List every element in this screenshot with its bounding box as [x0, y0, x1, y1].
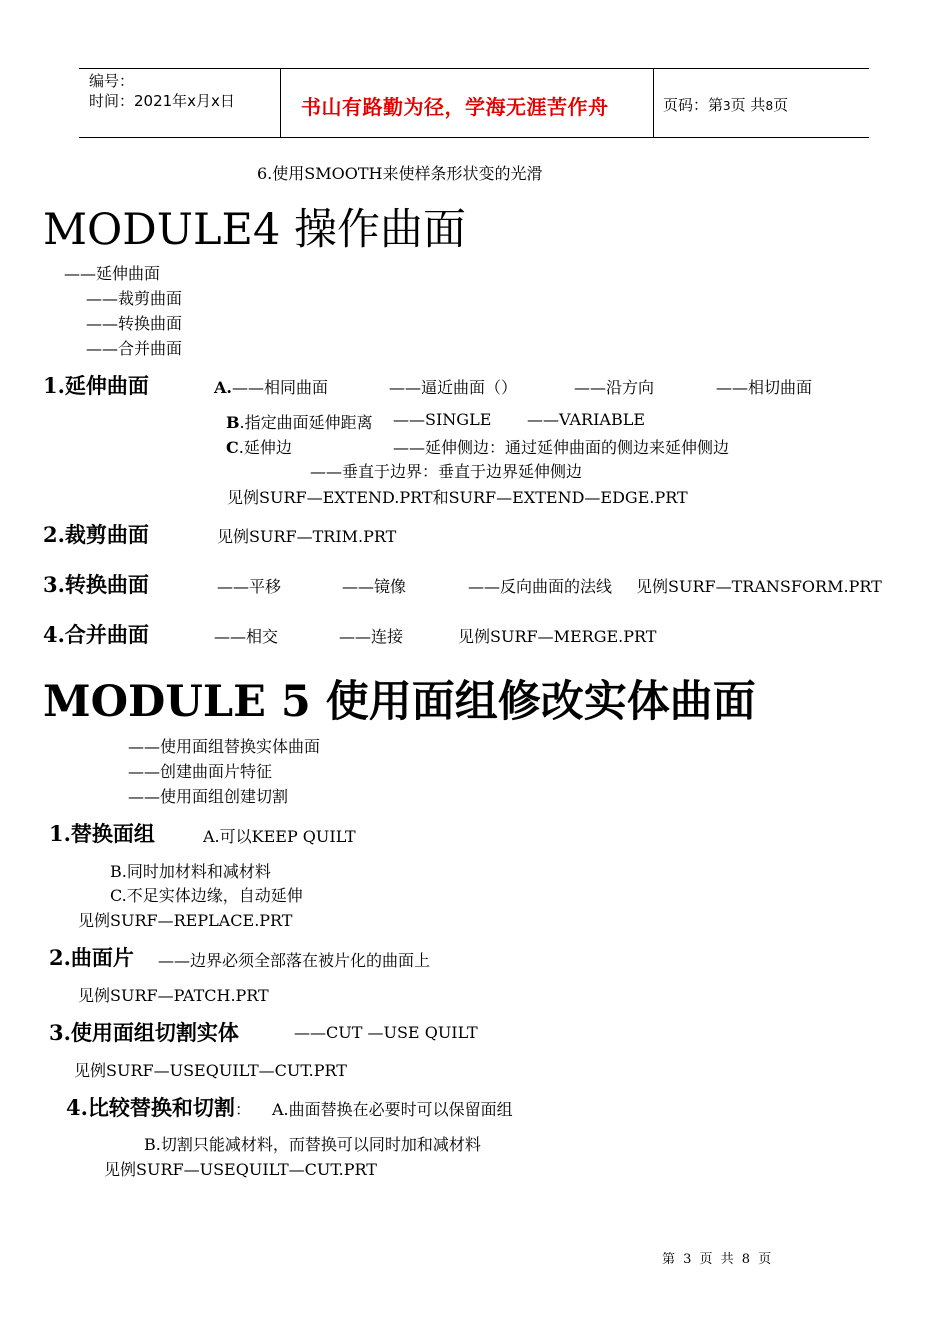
option-item: ——镜像: [342, 577, 407, 596]
option-b-text: .指定曲面延伸距离: [239, 413, 373, 432]
option-item: ——相切曲面: [716, 378, 813, 397]
module5-item: ——使用面组替换实体曲面: [128, 737, 321, 756]
module4-item: ——转换曲面: [86, 314, 183, 333]
module4-title: MODULE4 操作曲面: [43, 205, 466, 255]
page-current: 3: [723, 99, 731, 113]
page-end: 页: [773, 96, 789, 114]
option-item: B.同时加材料和减材料: [110, 862, 271, 881]
option-item: C.不足实体边缘，自动延伸: [110, 886, 303, 905]
module4-item: ——合并曲面: [86, 339, 183, 358]
number-label: 编号：: [89, 72, 135, 90]
option-item: A.曲面替换在必要时可以保留面组: [272, 1100, 513, 1119]
option-c-text: .延伸边: [238, 438, 292, 457]
option-item: B.切割只能减材料，而替换可以同时加和减材料: [144, 1135, 481, 1154]
option-b: [226, 410, 373, 433]
section-title-text: 4.比较替换和切割: [66, 1095, 235, 1120]
header-page-number: [663, 94, 788, 115]
option-item: ——沿方向: [574, 378, 655, 397]
reference-line: 见例SURF—REPLACE.PRT: [78, 911, 293, 930]
option-a-label: A.: [214, 378, 232, 397]
module5-item: ——创建曲面片特征: [128, 762, 273, 781]
page-total: 8: [765, 99, 774, 113]
reference-line: 见例SURF—MERGE.PRT: [458, 627, 657, 646]
intro-line: 6.使用SMOOTH来使样条形状变的光滑: [257, 164, 543, 183]
page-footer: 第 3 页 共 8 页: [662, 1252, 774, 1267]
option-item: A.可以KEEP QUILT: [203, 827, 356, 846]
module5-title: MODULE 5 使用面组修改实体曲面: [43, 677, 756, 727]
option-item: ——CUT —USE QUILT: [294, 1023, 478, 1042]
option-item: ——逼近曲面（）: [389, 378, 518, 397]
time-label: 时间：2021年x月x日: [89, 92, 235, 110]
reference-line: 见例SURF—USEQUILT—CUT.PRT: [104, 1160, 377, 1179]
option-c-label: C: [226, 438, 239, 457]
option-b-label: B: [226, 413, 240, 432]
reference-line: 见例SURF—TRANSFORM.PRT: [636, 577, 882, 596]
reference-line: 见例SURF—USEQUILT—CUT.PRT: [74, 1061, 347, 1080]
option-a-text: ——相同曲面: [231, 378, 328, 397]
option-item: ——延伸侧边：通过延伸曲面的侧边来延伸侧边: [393, 438, 730, 457]
reference-line: 见例SURF—TRIM.PRT: [217, 527, 397, 546]
page-header: [79, 68, 869, 138]
page-mid: 页 共: [730, 96, 766, 114]
option-item: ——平移: [217, 577, 282, 596]
option-item: ——边界必须全部落在被片化的曲面上: [158, 951, 431, 970]
header-info: [89, 71, 235, 111]
section-title: 3.转换曲面: [43, 572, 149, 597]
module5-item: ——使用面组创建切割: [128, 787, 289, 806]
reference-line: 见例SURF—EXTEND.PRT和SURF—EXTEND—EDGE.PRT: [227, 488, 688, 507]
option-item: ——垂直于边界：垂直于边界延伸侧边: [310, 462, 583, 481]
option-item: ——SINGLE: [393, 410, 492, 429]
reference-line: 见例SURF—PATCH.PRT: [78, 986, 269, 1005]
section-title: 1.替换面组: [49, 821, 155, 846]
section-title: [66, 1092, 251, 1122]
option-item: ——连接: [339, 627, 404, 646]
page-label: 页码：第: [663, 96, 724, 114]
option-a: [214, 375, 328, 398]
header-divider: [280, 69, 281, 137]
option-c: [226, 435, 292, 458]
header-divider: [653, 69, 654, 137]
option-item: ——相交: [214, 627, 279, 646]
section-title: 2.曲面片: [49, 945, 134, 970]
section-title: 3.使用面组切割实体: [49, 1020, 239, 1045]
section-title: 4.合并曲面: [43, 622, 149, 647]
section-title-colon: ：: [234, 1100, 251, 1119]
option-item: ——反向曲面的法线: [468, 577, 613, 596]
option-item: ——VARIABLE: [527, 410, 646, 429]
header-motto: 书山有路勤为径，学海无涯苦作舟: [301, 95, 609, 119]
module4-item: ——裁剪曲面: [86, 289, 183, 308]
section-title: 1.延伸曲面: [43, 373, 149, 398]
section-title: 2.裁剪曲面: [43, 522, 149, 547]
module4-item: ——延伸曲面: [64, 264, 161, 283]
